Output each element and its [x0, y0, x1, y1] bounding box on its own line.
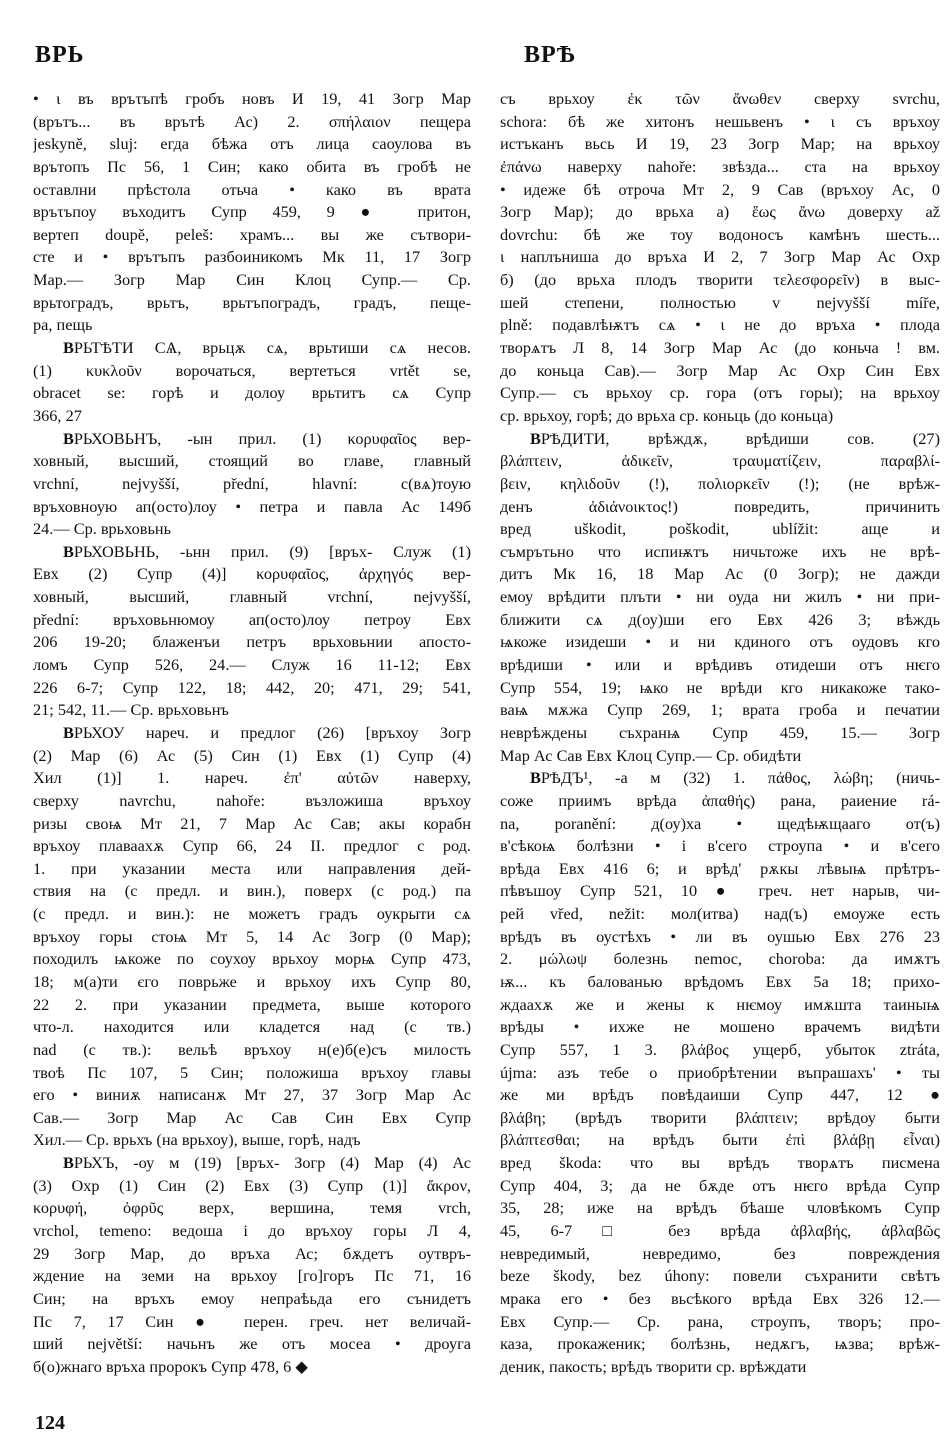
entry-text-line: Супр 557, 1 3. βλάβος ущерб, убыток ztráta,	[500, 1039, 940, 1059]
entry-text-line: βλάβη; (врѣдъ творити βλάπτειν; врѣдоу быти	[500, 1107, 940, 1127]
entry-text-line: vrchní, nejvyšší, přední, hlavní: с(вѧ)тоую	[33, 473, 471, 493]
entry-text-line: Супр 554, 19; ѩко не врѣди кго никакоже тако-	[500, 677, 940, 697]
entry-text-line: вред uškodit, poškodit, ublížit: аще и	[500, 519, 940, 539]
entry-headword-line: ВРЬХОВЬНЪ, -ын прил. (1) κορυφαῖος вер-	[63, 428, 471, 448]
entry-text-line: ѭ... къ балованью врѣдомъ Евх 5а 18; прихо-	[500, 971, 940, 991]
entry-text-line: ствия на (с предл. и вин.), поверх (с род.) па	[33, 881, 471, 901]
entry-text-line: 29 Зогр Мар, до връха Ас; бѫдетъ оутвръ-	[33, 1243, 471, 1263]
entry-text-line: истъканъ вьсь И 19, 23 Зогр Мар; на врьхоу	[500, 134, 940, 154]
entry-text-line: ближити сѧ д(оу)ши его Евх 426 3; вѣждь	[500, 609, 940, 629]
entry-text-line: schora: бѣ же хитонъ нешьвенъ • ι съ връхоу	[500, 111, 940, 131]
entry-text-line: újma: азъ тебе о приобрѣтении въпрашахъ' • ты	[500, 1062, 940, 1082]
entry-text-line: творѧтъ Л 8, 14 Зогр Мар Ас (до коньча ! вм.	[500, 338, 940, 358]
entry-text-line: врѣда Евх 416 6; и врѣд' рѫкы лѣвыѩ прѣтръ-	[500, 858, 940, 878]
entry-text-line: до коньца Сав).— Зогр Мар Ас Охр Син Евх	[500, 360, 940, 380]
entry-text-line: ждение на земи на врьхоу [го]горъ Пс 71, 16	[33, 1266, 471, 1286]
entry-text-line: вρътопъ Пс 56, 1 Син; како обита въ гробѣ не	[33, 156, 471, 176]
entry-text-line: врѣдиши • или и врѣдивъ отидеши отъ нѥго	[500, 655, 940, 675]
entry-text-line: 226 6-7; Супр 122, 18; 442, 20; 471, 29; 541,	[33, 677, 471, 697]
entry-text-line: дитъ Мк 16, 18 Мар Ас (0 Зогр); не дажди	[500, 564, 940, 584]
entry-text-line: (с предл. и вин.): не можетъ градъ оукрыти сѧ	[33, 904, 471, 924]
entry-text-line: его • виниѫ написанѫ Мт 27, 37 Зогр Мар Ас	[33, 1085, 471, 1105]
running-head-right: ВРѢ	[524, 42, 576, 68]
entry-text-line: твоѣ Пс 107, 5 Син; положиша връхоу главы	[33, 1062, 471, 1082]
entry-text-line: вред škoda: что вы врѣдъ творѧтъ писмена	[500, 1153, 940, 1173]
entry-text-line: nad (с тв.): вельѣ връхоу н(е)б(е)съ милость	[33, 1039, 471, 1059]
entry-text-line: obracet se: горѣ и долоу врьтитъ сѧ Супр	[33, 383, 471, 403]
entry-text-line: κορυφή, ὀφρῦς верх, вершина, темя vrch,	[33, 1198, 471, 1218]
entry-text-line: връхоу горы стоѩ Мт 5, 14 Ас Зогр (0 Мар);	[33, 926, 471, 946]
entry-text-line: ховный, высший, стоящий во главе, главный	[33, 451, 471, 471]
entry-text-line: сверху navrchu, nahoře: възложиша връхоу	[33, 790, 471, 810]
entry-text-line: (1) κυκλοῦν ворочаться, вертеться vrtět se,	[33, 360, 471, 380]
entry-text-line: Сав.— Зогр Мар Ас Сав Син Евх Супр	[33, 1107, 471, 1127]
entry-text-line: 366, 27	[33, 405, 82, 425]
entry-headword-line: ВРЬХОУ нареч. и предлог (26) [връхоу Зогр	[63, 722, 471, 742]
entry-text-line: оставлни прѣстола отьча • како въ врата	[33, 179, 471, 199]
running-head-left: ВРЬ	[35, 42, 85, 68]
entry-text-line: βλάπτεσθαι; на врѣдъ быти ἐπὶ βλάβῃ εἶναι)	[500, 1130, 940, 1150]
entry-text-line: ждаахѫ же и жены к нѥмоу имѫшта таиныѩ	[500, 994, 940, 1014]
entry-text-line: Хил.— Ср. врьхъ (на врьхоу), выше, горѣ, надъ	[33, 1130, 361, 1150]
entry-text-line: Мар Ас Сав Евх Клоц Супр.— Ср. обидѣти	[500, 745, 802, 765]
entry-text-line: Супр.— съ врьхоу ср. гора (отъ горы); на врьхоу	[500, 383, 940, 403]
entry-text-line: връховноую ап(осто)лоу • петра и павла Ас 149б	[33, 496, 471, 516]
entry-text-line: ховный, высший, главный vrchní, nejvyšší,	[33, 587, 471, 607]
entry-text-line: ѩкоже изидеши • и ни кдиного отъ оудовъ кго	[500, 632, 940, 652]
entry-text-line: 18; м(а)ти єго поврьже и врьхоу ихъ Супр 80,	[33, 971, 471, 991]
entry-text-line: съмрътьно что испиѭтъ ничьтоже ихъ не врѣ-	[500, 541, 940, 561]
entry-text-line: přední: връховьнюмоу ап(осто)лоу петроу Евх	[33, 609, 471, 629]
entry-text-line: ший největší: начьнъ же отъ мосеа • дроуга	[33, 1334, 471, 1354]
entry-text-line: na, poranění: д(оу)ха • щедѣѭщааго от(ъ)	[500, 813, 940, 833]
entry-text-line: же ми врѣдъ повѣдаиши Супр 447, 12 ●	[500, 1085, 940, 1105]
entry-text-line: Супр 404, 3; да не бѫде отъ нѥго врѣда Супр	[500, 1175, 940, 1195]
entry-text-line: что-л. находится или кладется над (с тв.)	[33, 1017, 471, 1037]
entry-text-line: βειν, κηλιδοῦν (!), πολιορκεῖν (!); (не врѣж-	[500, 473, 940, 493]
entry-text-line: ἐπάνω наверху nahoře: звѣзда... ста на врьхоу	[500, 156, 940, 176]
entry-text-line: ломъ Супр 526, 24.— Служ 16 11-12; Евх	[33, 655, 471, 675]
entry-headword-line: ВРѢДИТИ, врѣждѫ, врѣдиши сов. (27)	[530, 428, 940, 448]
entry-text-line: съ врьхоу ἐκ τῶν ἄνωθεν сверху svrchu,	[500, 89, 940, 108]
entry-text-line: dovrchu: бѣ же тоу водоносъ камѣнъ шесть...	[500, 224, 940, 244]
entry-text-line: денъ ἀδιάνοικτος!) повредить, причинить	[500, 496, 940, 516]
entry-text-line: 1. при указании места или направления дей-	[33, 858, 471, 878]
entry-text-line: вертеп doupě, peleš: храмъ... вы же сътвори-	[33, 224, 471, 244]
entry-text-line: рей vřed, nežit: мол(итва) над(ъ) емоуже есть	[500, 904, 940, 924]
entry-text-line: б) (до врьха плодъ творити τελεσφορεῖν) в выс-	[500, 270, 940, 290]
entry-text-line: Евх (2) Супр (4)] κορυφαῖος, ἀρχηγός вер-	[33, 564, 471, 584]
entry-text-line: пѣвъшоу Супр 521, 10 ● греч. нет нарыв, чи-	[500, 881, 940, 901]
entry-headword-line: ВРѢДЪ¹, -а м (32) 1. πάθος, λώβη; (ничь-	[530, 768, 940, 788]
entry-text-line: 35, 28; иже на врѣдъ бѣаше чловѣкомъ Супр	[500, 1198, 940, 1218]
entry-text-line: б(о)жнаго връха пророкъ Супр 478, 6 ◆	[33, 1356, 308, 1376]
entry-text-line: beze škody, bez úhony: повели съхранити свѣтъ	[500, 1266, 940, 1286]
entry-text-line: мрака его • без вьсѣкого врѣда Евх 326 12.—	[500, 1288, 940, 1308]
entry-text-line: врѣдъ въ оустѣхъ • ли въ оушью Евх 276 23	[500, 926, 940, 946]
entry-text-line: jeskyně, sluj: егда бѣжа отъ лица саоулова въ	[33, 134, 471, 154]
entry-text-line: ваѩ мѫжа Супр 269, 1; врата гроба и печатии	[500, 700, 940, 720]
entry-headword-line: ВРЬХОВЬНЬ, -ьнн прил. (9) [връх- Служ (1)	[63, 541, 471, 561]
page-number: 124	[35, 1412, 65, 1434]
entry-text-line: Евх Супр.— Ср. рана, строупъ, творъ; про-	[500, 1311, 940, 1331]
entry-text-line: ра, пещь	[33, 315, 93, 335]
entry-text-line: в'сѣкоѩ болѣзни • і в'сего строупа • и в'сего	[500, 836, 940, 856]
entry-text-line: връхоу плаваахѫ Супр 66, 24 II. предлог с род.	[33, 836, 471, 856]
entry-text-line: врѣды • ихже не мошено врачемъ видѣти	[500, 1017, 940, 1037]
entry-text-line: неврѣждены съхранѩ Супр 459, 15.— Зогр	[500, 722, 940, 742]
entry-text-line: (2) Мар (6) Ас (5) Син (1) Евх (1) Супр (4)	[33, 745, 471, 765]
entry-text-line: 206 19-20; блаженъи петръ врьховьнии апосто-	[33, 632, 471, 652]
entry-text-line: βλάπτειν, ἀδικεῖν, τραυματίζειν, παραβλί-	[500, 451, 940, 471]
entry-text-line: походилъ ѩкоже по соухоу врьхоу морѩ Супр 473,	[33, 949, 471, 969]
entry-text-line: plně: подавлѣѭтъ сѧ • ι не до връха • плода	[500, 315, 940, 335]
entry-text-line: (врътъ... въ врътѣ Ас) 2. σπήλαιον пещера	[33, 111, 471, 131]
entry-text-line: ι наплъниша до връха И 2, 7 Зогр Мар Ас Охр	[500, 247, 940, 267]
dictionary-column-left	[33, 88, 471, 1379]
entry-text-line: 24.— Ср. врьховьнь	[33, 519, 172, 539]
entry-text-line: соже приимъ врѣда ἀπαθής) рана, раиение rá-	[500, 790, 940, 810]
entry-text-line: Зогр Мар); до врьха а) ἕως ἄνω доверху až	[500, 202, 940, 222]
entry-text-line: ризы своѩ Мт 21, 7 Мар Ас Сав; акы корабн	[33, 813, 471, 833]
entry-text-line: Хил (1)] 1. нареч. ἐπ' αὐτῶν наверху,	[33, 768, 471, 788]
entry-text-line: vrchol, temeno: ведоша і до връхоу горы Л 4,	[33, 1221, 471, 1241]
entry-text-line: сте и • врътъпъ разбоиникомъ Мк 11, 17 Зогр	[33, 247, 471, 267]
entry-text-line: емоу врѣдити плъти • ни оуда ни жилъ • ни при-	[500, 587, 940, 607]
entry-headword-line: ВРЬТѢТИ СѦ, врьцѫ сѧ, врьтиши сѧ несов.	[63, 338, 471, 358]
entry-headword-line: ВРЬХЪ, -оу м (19) [връх- Зогр (4) Мар (4) Ас	[63, 1153, 471, 1173]
entry-text-line: каза, прокаженик; болѣзнь, недѫгъ, ѩзва; врѣж-	[500, 1334, 940, 1354]
entry-text-line: Син; на връхъ емоу непраѣьда его сънидетъ	[33, 1288, 471, 1308]
entry-text-line: 2. μώλωψ болезнь nemoc, choroba: да имѫтъ	[500, 949, 940, 969]
entry-text-line: връτъпоу въходитъ Супр 459, 9 ● притон,	[33, 202, 471, 222]
entry-text-line: (3) Охр (1) Син (2) Евх (3) Супр (1)] ἄκρον,	[33, 1175, 471, 1195]
entry-text-line: врьтоградъ, врьтъ, врьтъпоградъ, градъ, пеще-	[33, 292, 471, 312]
entry-text-line: 21; 542, 11.— Ср. врьховьнъ	[33, 700, 229, 720]
entry-text-line: деник, пакость; врѣдъ творити ср. врѣждати	[500, 1356, 807, 1376]
entry-text-line: невредимый, невредимо, без повреждения	[500, 1243, 940, 1263]
entry-text-line: Пс 7, 17 Син ● перен. греч. нет величай-	[33, 1311, 471, 1331]
entry-text-line: • ι въ връτъпѣ гробъ новъ И 19, 41 Зогр Мар	[33, 89, 471, 108]
entry-text-line: 45, 6-7 □ без врѣда ἀβλαβής, ἀβλαβῶς	[500, 1221, 940, 1241]
entry-text-line: шей степени, полностью v nejvyšší míře,	[500, 292, 940, 312]
entry-text-line: • идеже бѣ отроча Мт 2, 9 Сав (връхоу Ас, 0	[500, 179, 940, 199]
entry-text-line: ср. врьхоу, горѣ; до врьха ср. коньць (до коньца)	[500, 405, 834, 425]
entry-text-line: Мар.— Зогр Мар Син Клоц Супр.— Ср.	[33, 270, 471, 290]
dictionary-column-right	[500, 88, 940, 1379]
entry-text-line: 22 2. при указании предмета, выше которого	[33, 994, 471, 1014]
